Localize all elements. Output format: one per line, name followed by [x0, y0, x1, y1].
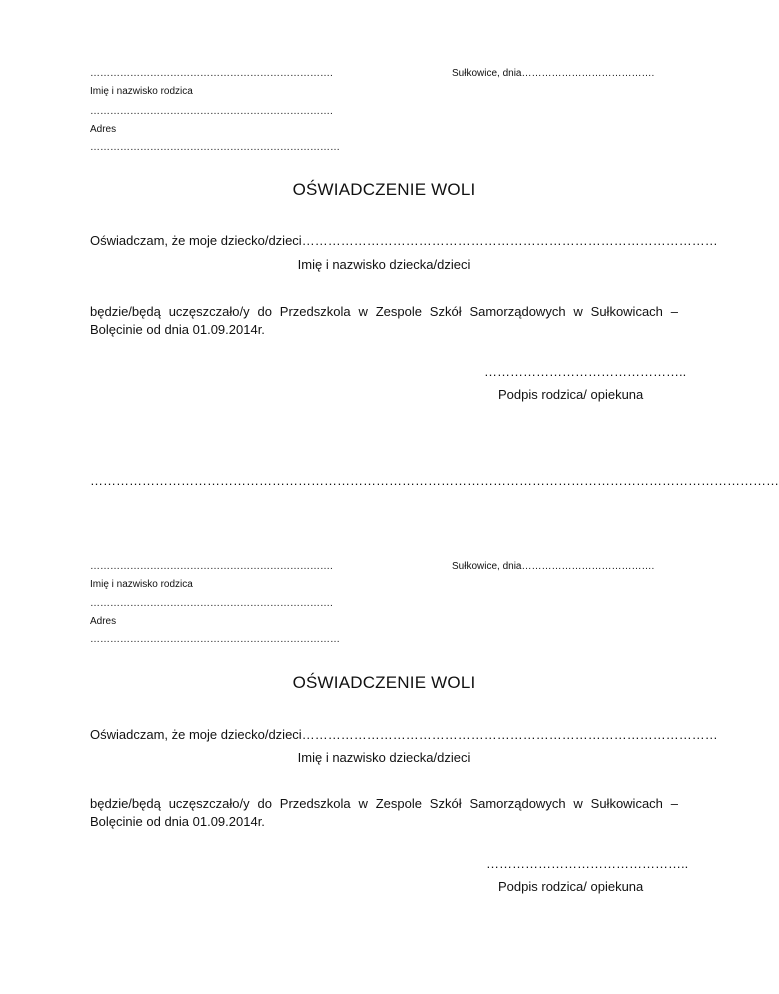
declaration-paragraph: będzie/będą uczęszczało/y do Przedszkola w Zespole Szkół Samorządowych w Sułkowicach – Bolęcinie od dnia 01.09.2014r. [90, 304, 678, 337]
declaration-line: Oświadczam, że moje dziecko/dzieci…………………………………………………………………………………… [90, 233, 718, 248]
form-title: OŚWIADCZENIE WOLI [292, 180, 476, 199]
address-label: Adres [90, 124, 117, 135]
parent-name-line: ………………………………………………………………. [90, 68, 333, 79]
declaration-line: Oświadczam, że moje dziecko/dzieci…………………………………………………………………………………… [90, 727, 718, 742]
parent-name-line: ………………………………………………………………. [90, 561, 333, 572]
address-label: Adres [90, 616, 117, 627]
child-name-label: Imię i nazwisko dziecka/dzieci [297, 257, 471, 272]
signature-label: Podpis rodzica/ opiekuna [498, 879, 644, 894]
place-date: Sułkowice, dnia…………………………………. [452, 68, 655, 79]
signature-line: ……………………………………….. [486, 856, 689, 871]
cut-line: …………………………………………………………………………………………………………………………………………… [90, 473, 779, 488]
form-title: OŚWIADCZENIE WOLI [292, 673, 476, 692]
parent-name-label: Imię i nazwisko rodzica [90, 86, 193, 97]
child-name-label: Imię i nazwisko dziecka/dzieci [297, 750, 471, 765]
signature-label: Podpis rodzica/ opiekuna [498, 387, 644, 402]
parent-name-label: Imię i nazwisko rodzica [90, 579, 193, 590]
place-date: Sułkowice, dnia…………………………………. [452, 561, 655, 572]
declaration-paragraph: będzie/będą uczęszczało/y do Przedszkola w Zespole Szkół Samorządowych w Sułkowicach – Bolęcinie od dnia 01.09.2014r. [90, 796, 678, 829]
address-line: ………………………………………………………………. [90, 106, 333, 117]
signature-line: ……………………………………….. [484, 364, 687, 379]
address-line: ………………………………………………………………. [90, 598, 333, 609]
address-line-2: ………………………………………………………………… [90, 142, 340, 153]
address-line-2: ………………………………………………………………… [90, 634, 340, 645]
